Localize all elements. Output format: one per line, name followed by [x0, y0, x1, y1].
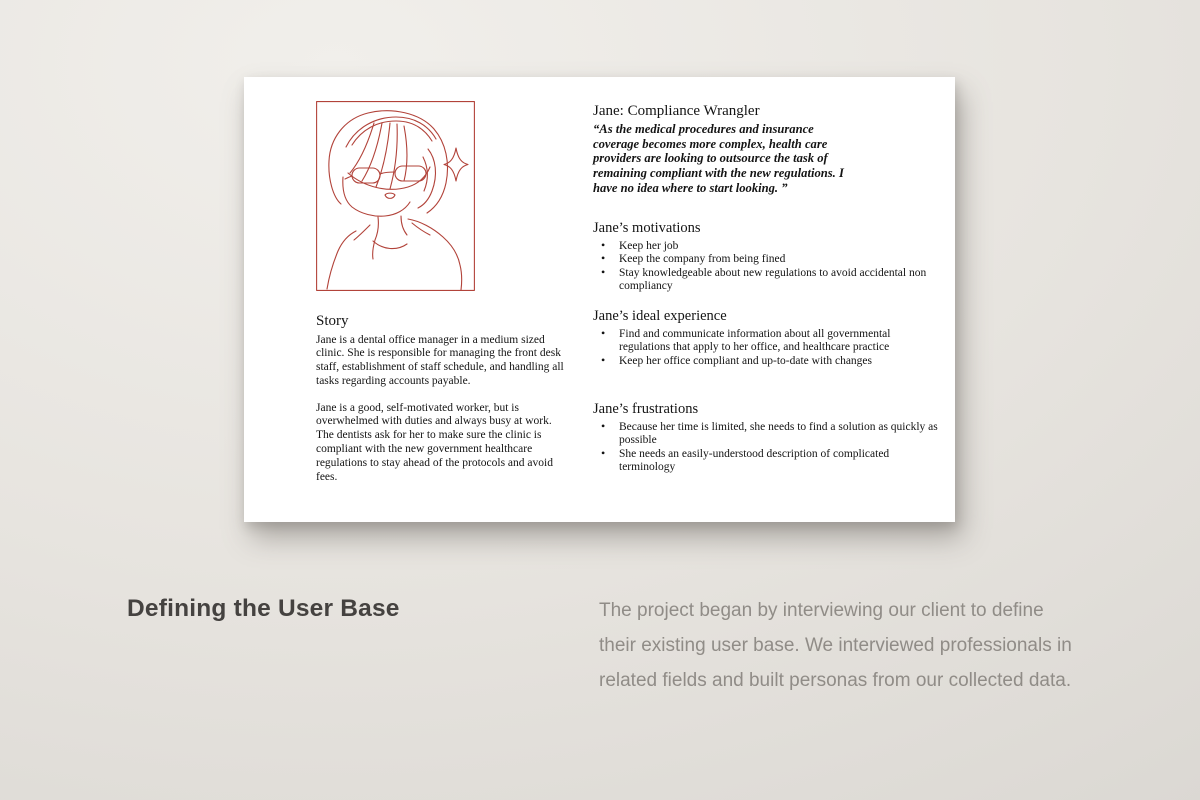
section-motivations [593, 220, 938, 294]
list-item: • Stay knowledgeable about new regulations to avoid accidental non compliancy [593, 267, 938, 294]
persona-header [593, 103, 893, 195]
section-frustrations [593, 401, 938, 475]
bullet-list [593, 240, 938, 294]
page-title: Defining the User Base [127, 595, 400, 622]
glasses-left-lens [352, 168, 380, 183]
story-paragraph: Jane is a dental office manager in a medium sized clinic. She is responsible for managing the front desk staff, establishment of staff schedule, and handling all tasks regarding accounts payable. [316, 333, 564, 387]
persona-card [244, 77, 955, 522]
list-item: • Keep the company from being fined [593, 253, 938, 267]
face [343, 177, 410, 216]
neck-and-shoulders [327, 216, 462, 290]
persona-title: Jane: Compliance Wrangler [593, 103, 760, 119]
persona-portrait-svg [316, 101, 475, 291]
glasses-right-lens [395, 166, 426, 181]
section-heading: Jane’s ideal experience [593, 308, 727, 324]
section-heading: Jane’s motivations [593, 220, 701, 236]
section-heading: Jane’s frustrations [593, 401, 699, 417]
glasses [345, 166, 426, 183]
story-heading: Story [316, 313, 349, 329]
list-item: • Keep her office compliant and up-to-date with changes [593, 355, 938, 369]
persona-quote: “As the medical procedures and insurance coverage becomes more complex, health care providers are looking to outsource the task of remaining compliant with the new regulations. I have no idea where to start looking. ” [593, 122, 844, 195]
caption-paragraph: The project began by interviewing our client to define their existing user base. We interviewed professionals in related fields and built personas from our collected data. [599, 600, 1072, 691]
list-item: • Keep her job [593, 240, 938, 254]
list-item: • Find and communicate information about all governmental regulations that apply to her office, and healthcare practice [593, 328, 938, 355]
bullet-list [593, 328, 938, 369]
bullet-list [593, 421, 938, 475]
section-ideal-experience [593, 308, 938, 368]
persona-portrait-sketch [316, 101, 475, 291]
mouth [385, 193, 395, 198]
list-item: • Because her time is limited, she needs to find a solution as quickly as possible [593, 421, 938, 448]
story-section [316, 313, 568, 497]
story-paragraph: Jane is a good, self-motivated worker, but is overwhelmed with duties and always busy at work. The dentists ask for her to make sure the clinic is compliant with the new government healthcare regulations to stay ahead of the protocols and avoid fees. [316, 401, 553, 483]
glasses-bridge [380, 172, 395, 174]
list-item: • She needs an easily-understood description of complicated terminology [593, 448, 938, 475]
